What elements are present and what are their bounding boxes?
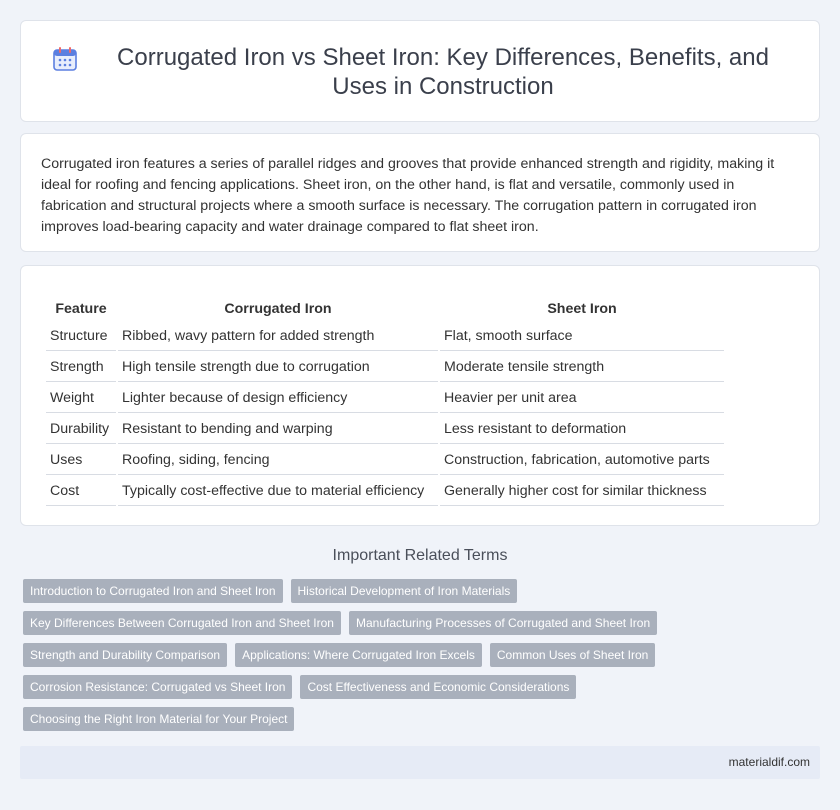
comparison-table	[44, 296, 726, 508]
related-term-tag[interactable]: Choosing the Right Iron Material for Your Project	[23, 707, 294, 731]
related-term-tag[interactable]: Historical Development of Iron Materials	[291, 579, 518, 603]
table-row	[46, 322, 724, 351]
header-feature: Feature	[55, 301, 107, 317]
related-term-tag[interactable]: Manufacturing Processes of Corrugated and Sheet Iron	[349, 611, 657, 635]
table-row	[46, 384, 724, 413]
cell-feature: Structure	[46, 322, 116, 351]
cell-corrugated: Resistant to bending and warping	[118, 415, 438, 444]
intro-paragraph: Corrugated iron features a series of parallel ridges and grooves that provide enhanced strength and rigidity, making it ideal for roofing and fencing applications. Sheet iron, on the other hand, is flat and versatile, commonly used in fabrication and structural projects where a smooth surface is necessary. The corrugation pattern in corrugated iron improves load-bearing capacity and water drainage compared to flat sheet iron.	[41, 156, 775, 235]
tag-row	[23, 675, 823, 699]
cell-sheet: Moderate tensile strength	[440, 353, 724, 382]
header-corrugated-iron: Corrugated Iron	[224, 301, 332, 317]
table-row	[46, 446, 724, 475]
footer	[20, 746, 820, 779]
cell-feature: Durability	[46, 415, 116, 444]
cell-corrugated: Roofing, siding, fencing	[118, 446, 438, 475]
site-link[interactable]: materialdif.com	[728, 755, 810, 769]
related-term-tag[interactable]: Applications: Where Corrugated Iron Excels	[235, 643, 482, 667]
related-term-tag[interactable]: Common Uses of Sheet Iron	[490, 643, 655, 667]
comparison-card	[20, 265, 820, 526]
cell-corrugated: Ribbed, wavy pattern for added strength	[118, 322, 438, 351]
calendar-icon	[51, 45, 79, 73]
cell-corrugated: Typically cost-effective due to material efficiency	[118, 477, 438, 506]
related-term-tag[interactable]: Key Differences Between Corrugated Iron and Sheet Iron	[23, 611, 341, 635]
table-row	[46, 353, 724, 382]
page-title: Corrugated Iron vs Sheet Iron: Key Differences, Benefits, and Uses in Construction	[117, 44, 769, 100]
tag-row	[23, 643, 823, 667]
related-term-tag[interactable]: Corrosion Resistance: Corrugated vs Sheet Iron	[23, 675, 292, 699]
tag-row	[23, 579, 823, 603]
related-terms-list	[23, 579, 823, 739]
cell-sheet: Heavier per unit area	[440, 384, 724, 413]
cell-sheet: Flat, smooth surface	[440, 322, 724, 351]
related-term-tag[interactable]: Strength and Durability Comparison	[23, 643, 227, 667]
cell-corrugated: High tensile strength due to corrugation	[118, 353, 438, 382]
related-terms-heading: Important Related Terms	[332, 547, 508, 564]
cell-feature: Weight	[46, 384, 116, 413]
cell-sheet: Less resistant to deformation	[440, 415, 724, 444]
tag-row	[23, 707, 823, 731]
cell-sheet: Generally higher cost for similar thickness	[440, 477, 724, 506]
cell-feature: Cost	[46, 477, 116, 506]
cell-feature: Strength	[46, 353, 116, 382]
intro-card	[20, 133, 820, 252]
tag-row	[23, 611, 823, 635]
related-term-tag[interactable]: Cost Effectiveness and Economic Considerations	[300, 675, 576, 699]
cell-feature: Uses	[46, 446, 116, 475]
table-row	[46, 477, 724, 506]
cell-sheet: Construction, fabrication, automotive parts	[440, 446, 724, 475]
cell-corrugated: Lighter because of design efficiency	[118, 384, 438, 413]
related-term-tag[interactable]: Introduction to Corrugated Iron and Sheet Iron	[23, 579, 283, 603]
header-sheet-iron: Sheet Iron	[547, 301, 617, 317]
table-header-row	[46, 298, 724, 320]
header-card	[20, 20, 820, 122]
table-row	[46, 415, 724, 444]
